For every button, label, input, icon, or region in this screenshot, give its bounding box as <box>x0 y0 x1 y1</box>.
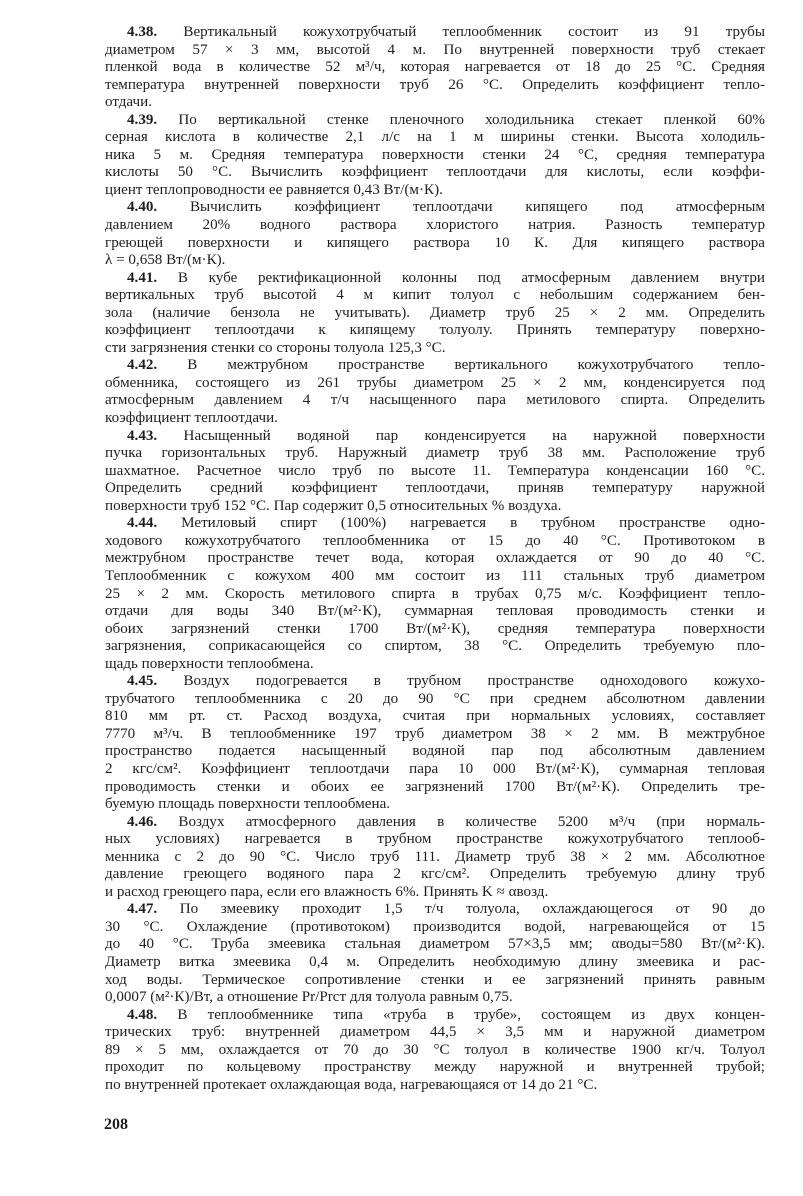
problem-line: 4.48. В теплообменнике типа «труба в трубе», состоящем из двух концен- <box>127 1006 765 1023</box>
problem-line: сти загрязнения стенки со стороны толуола 125,3 °С. <box>105 339 446 356</box>
problem-4-39 <box>105 112 765 200</box>
problem-line: 4.41. В кубе ректификационной колонны под атмосферным давлением внутри <box>127 269 765 286</box>
problem-line: по внутренней протекает охлаждающая вода, нагревающаяся от 14 до 21 °С. <box>105 1076 598 1093</box>
problem-number: 4.45. <box>127 673 158 690</box>
problem-number: 4.48. <box>127 1006 158 1023</box>
problem-number: 4.44. <box>127 515 158 532</box>
problem-line: обоих загрязнений стенки 1700 Вт/(м²·К), средняя температура поверхности <box>105 620 765 637</box>
problem-line: загрязнения, соприкасающейся со спиртом, 38 °С. Определить требуемую пло- <box>105 638 765 655</box>
problem-line: греющей поверхности и кипящего раствора 10 К. Для кипящего раствора <box>105 234 765 251</box>
problem-line: межтрубном пространстве течет вода, которая охлаждается от 90 до 40 °С. <box>105 550 765 567</box>
problem-line: 4.38. Вертикальный кожухотрубчатый теплообменник состоит из 91 трубы <box>127 24 766 40</box>
problem-4-40 <box>105 199 765 269</box>
problem-line: проводимость стенки и обоих ее загрязнений 1700 Вт/(м²·К). Определить тре- <box>105 778 765 795</box>
problem-line: отдачи. <box>105 94 152 111</box>
problem-line: кислоты 50 °С. Вычислить коэффициент теплоотдачи для кислоты, если коэффи- <box>105 164 765 181</box>
problem-line: трических труб: внутренней диаметром 44,5 × 3,5 мм и наружной диаметром <box>105 1024 765 1041</box>
problem-line: 30 °С. Охлаждение (противотоком) производится водой, нагревающейся от 15 <box>105 918 765 935</box>
problem-4-43 <box>105 428 765 516</box>
problem-number: 4.41. <box>127 269 158 286</box>
problem-line: циент теплопроводности ее равняется 0,43 Вт/(м·К). <box>105 181 443 198</box>
problem-line: 4.43. Насыщенный водяной пар конденсируется на наружной поверхности <box>127 427 765 444</box>
problem-line: ника 5 м. Средняя температура поверхности стенки 24 °С, средняя температура <box>105 146 765 163</box>
problem-line: 4.39. По вертикальной стенке пленочного холодильника стекает пленкой 60% <box>127 111 765 128</box>
problem-line: серная кислота в количестве 2,1 л/с на 1 м ширины стенки. Высота холодиль- <box>105 129 765 146</box>
problem-line: пространство подается насыщенный водяной пар под абсолютным давлением <box>105 743 765 760</box>
problem-line: трубчатого теплообменника с 20 до 90 °С при среднем абсолютном давлении <box>105 690 765 707</box>
problem-line: 4.46. Воздух атмосферного давления в количестве 5200 м³/ч (при нормаль- <box>127 813 766 830</box>
problem-line: 4.47. По змеевику проходит 1,5 т/ч толуола, охлаждающегося от 90 до <box>127 901 765 918</box>
problem-line: ход воды. Термическое сопротивление стенки и ее загрязнений принять равным <box>105 971 765 988</box>
problem-line: ных условиях) нагревается в трубном пространстве кожухотрубчатого теплооб- <box>105 831 765 848</box>
problem-line: ходового кожухотрубчатого теплообменника от 15 до 40 °С. Противотоком в <box>105 532 765 549</box>
problem-line: Определить средний коэффициент теплоотдачи, приняв температуру наружной <box>105 480 765 497</box>
problem-line: вертикальных труб высотой 4 м кипит толуол с небольшим содержанием бен- <box>105 287 765 304</box>
problems-list <box>105 24 765 1094</box>
problem-number: 4.46. <box>127 813 158 830</box>
problem-line: до 40 °С. Труба змеевика стальная диаметром 57×3,5 мм; αводы=580 Вт/(м²·К). <box>105 936 765 953</box>
problem-line: атмосферным давлением 4 т/ч насыщенного пара метилового спирта. Определить <box>105 392 765 409</box>
problem-4-45 <box>105 673 765 813</box>
problem-4-42 <box>105 357 765 427</box>
problem-number: 4.40. <box>127 199 158 216</box>
problem-line: Теплообменник с кожухом 400 мм состоит из 111 стальных труб диаметром <box>105 567 765 584</box>
problem-line: пучка горизонтальных труб. Наружный диаметр труб 38 мм. Расположение труб <box>105 445 765 462</box>
problem-line: и расход греющего пара, если его влажность 6%. Принять K ≈ αвозд. <box>105 883 549 900</box>
problem-line: 7770 м³/ч. В теплообменнике 197 труб диаметром 38 × 2 мм. В межтрубное <box>105 725 765 742</box>
problem-number: 4.39. <box>127 111 158 128</box>
problem-4-44 <box>105 515 765 673</box>
problem-line: пленкой вода в количестве 52 м³/ч, которая нагревается от 18 до 25 °С. Средняя <box>105 59 765 76</box>
problem-line: 2 кгс/см². Коэффициент теплоотдачи пара 10 000 Вт/(м²·К), суммарная тепловая <box>105 760 765 777</box>
problem-4-47 <box>105 901 765 1006</box>
problem-line: 4.42. В межтрубном пространстве вертикального кожухотрубчатого тепло- <box>127 357 765 374</box>
problem-line: менника с 2 до 90 °С. Число труб 111. Диаметр труб 38 × 2 мм. Абсолютное <box>105 848 765 865</box>
problem-line: температура внутренней поверхности труб 26 °С. Определить коэффициент тепло- <box>105 76 765 93</box>
problem-4-38 <box>105 24 765 112</box>
problem-line: 810 мм рт. ст. Расход воздуха, считая при нормальных условиях, составляет <box>105 708 765 725</box>
problem-line: коэффициент теплоотдачи к кипящему толуолу. Принять температуру поверхно- <box>105 322 765 339</box>
problem-line: 25 × 2 мм. Скорость метилового спирта в трубах 0,75 м/с. Коэффициент тепло- <box>105 585 765 602</box>
problem-line: буемую площадь поверхности теплообмена. <box>105 796 391 813</box>
problem-line: 4.44. Метиловый спирт (100%) нагревается в трубном пространстве одно- <box>127 515 765 532</box>
problem-line: проходит по кольцевому пространству между наружной и внутренней трубой; <box>105 1059 765 1076</box>
problem-line: 4.40. Вычислить коэффициент теплоотдачи кипящего под атмосферным <box>127 199 765 216</box>
problem-line: щадь поверхности теплообмена. <box>105 655 314 672</box>
problem-number: 4.47. <box>127 901 158 918</box>
problem-line: λ = 0,658 Вт/(м·К). <box>105 252 226 269</box>
problem-number: 4.43. <box>127 427 158 444</box>
problem-line: поверхности труб 152 °С. Пар содержит 0,5 относительных % воздуха. <box>105 497 562 514</box>
problem-line: отдачи для воды 340 Вт/(м²·К), суммарная тепловая проводимость стенки и <box>105 603 765 620</box>
problem-4-48 <box>105 1007 765 1095</box>
problem-number: 4.38. <box>127 24 158 40</box>
problem-line: 89 × 5 мм, охлаждается от 70 до 30 °С толуол в количестве 1900 кг/ч. Толуол <box>105 1041 765 1058</box>
problem-4-46 <box>105 814 765 902</box>
page-number: 208 <box>104 1116 128 1133</box>
problem-line: диаметром 57 × 3 мм, высотой 4 м. По внутренней поверхности труб стекает <box>105 41 765 58</box>
problem-line: обменника, состоящего из 261 трубы диаметром 25 × 2 мм, конденсируется под <box>105 374 765 391</box>
problem-line: Диаметр витка змеевика 0,4 м. Определить необходимую длину змеевика и рас- <box>105 953 765 970</box>
problem-line: шахматное. Расчетное число труб по высоте 11. Температура конденсации 160 °С. <box>105 462 765 479</box>
problem-line: коэффициент теплоотдачи. <box>105 410 278 427</box>
problem-number: 4.42. <box>127 357 158 374</box>
problem-line: 4.45. Воздух подогревается в трубном пространстве одноходового кожухо- <box>127 673 765 690</box>
problem-line: давление греющего водяного пара 2 кгс/см². Определить требуемую длину труб <box>105 866 765 883</box>
problem-line: зола (наличие бензола не учитывать). Диаметр труб 25 × 2 мм. Определить <box>105 304 765 321</box>
problem-line: давлением 20% водного раствора хлористого натрия. Разность температур <box>105 217 765 234</box>
problem-line: 0,0007 (м²·К)/Вт, а отношение Pr/Prст для толуола равным 0,75. <box>105 989 513 1006</box>
problem-4-41 <box>105 270 765 358</box>
